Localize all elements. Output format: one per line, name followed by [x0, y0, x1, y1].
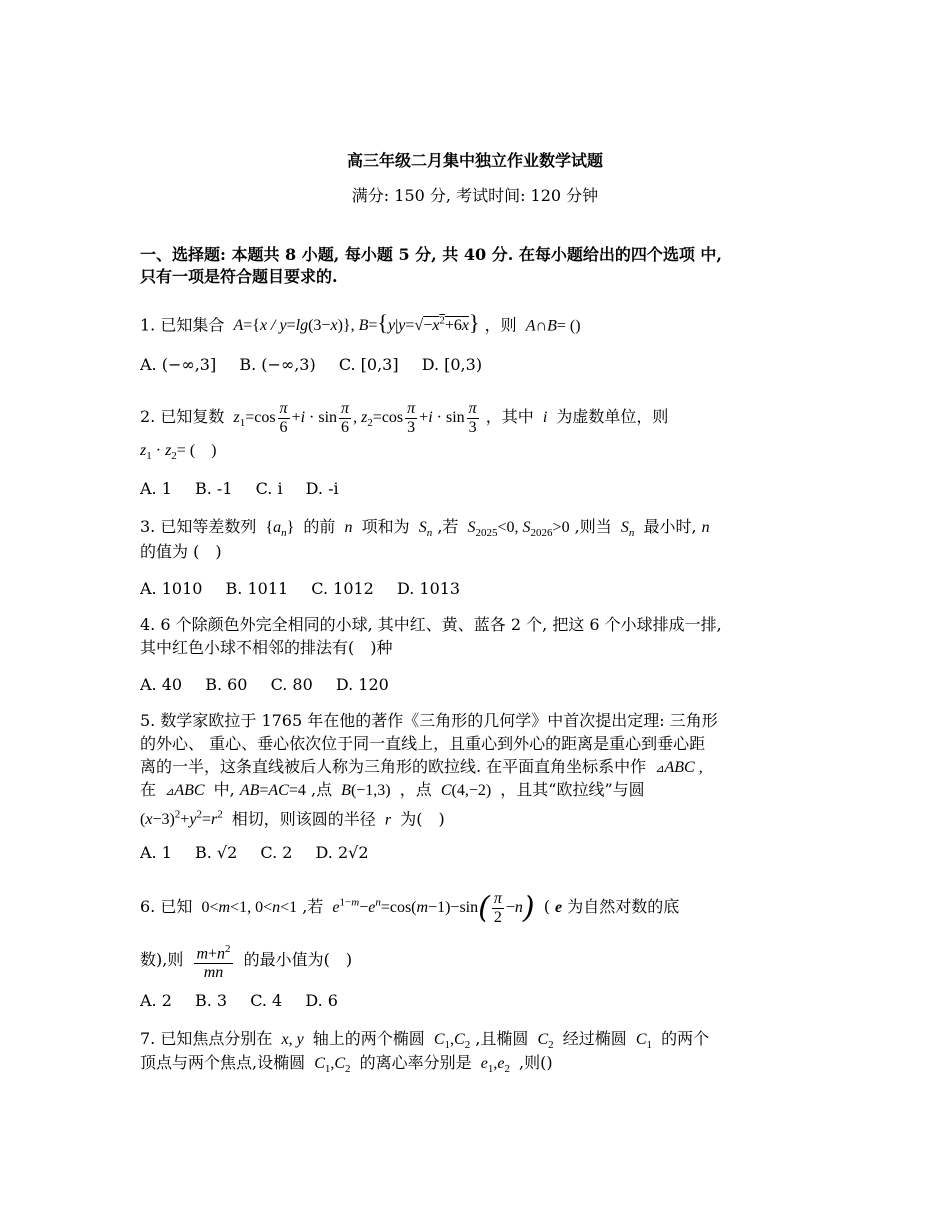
section-heading-line2: 只有一项是符合题目要求的.	[140, 267, 338, 286]
question-5-options	[140, 842, 387, 864]
question-4-line1: 4. 6 个除颜色外完全相同的小球, 其中红、黄、蓝各 2 个, 把这 6 个小球排成一排,	[140, 615, 722, 634]
q4-option-d: D. 120	[335, 675, 389, 694]
q2-option-a: A. 1	[140, 479, 172, 498]
q3-option-c: C. 1012	[311, 579, 374, 598]
q4-option-a: A. 40	[140, 675, 183, 694]
q1-option-a: A. (−∞,3]	[140, 355, 217, 374]
question-4-options	[140, 674, 407, 696]
q6-option-a: A. 2	[140, 991, 172, 1010]
question-7-line2: 顶点与两个焦点,设椭圆 $C_1,C_2$ 的离心率分别是 $e_1,e_2$ ,则()	[140, 1053, 553, 1076]
question-3-stem-line2: 的值为 ( )	[140, 542, 222, 561]
q6-option-c: C. 4	[250, 991, 283, 1010]
q6-equation: $e^{1-m}-e^n=\cos(m-1)-\sin$( $\frac{\pi}{2}$ −n)	[328, 890, 535, 926]
q2-option-d: D. -i	[305, 479, 339, 498]
exam-subtitle: 满分: 150 分, 考试时间: 120 分钟	[351, 186, 599, 205]
question-3-stem: 3. 已知等差数列 $\{a_n\}$ 的前 n 项和为 $S_n$ ,若 $S_{2025}<0$, $S_{2026}>0$ ,则当 $S_n$ 最小时, n	[140, 517, 710, 540]
question-2-options	[140, 478, 357, 500]
question-5-line2: 的外心、 重心、垂心依次位于同一直线上，且重心到外心的距离是重心到垂心距	[140, 734, 706, 753]
question-5-line4: 在 ⊿ABC 中, AB=AC=4 ,点 B(−1,3) ，点 C(4,−2) ，且其“欧拉线”与圆	[140, 780, 645, 799]
question-6-line2: 数),则 $\frac{m+n^2}{mn}$ 的最小值为( )	[140, 940, 352, 982]
question-7-line1: 7. 已知焦点分别在 x, y 轴上的两个椭圆 $C_1,C_2$ ,且椭圆 $C_2$ 经过椭圆 $C_1$ 的两个	[140, 1029, 710, 1052]
question-5-line3: 离的一半，这条直线被后人称为三角形的欧拉线. 在平面直角坐标系中作 ⊿ABC ,	[140, 757, 703, 776]
question-2-stem: 2. 已知复数 $z_1=\cos$ $\frac{\pi}{6}$ +i · sin $\frac{\pi}{6}$ , $z_2=\cos$ $\frac{\pi}{3}$ +i · sin $\frac{\pi}{3}$ ，其中 i 为虚数单位，则	[140, 400, 669, 436]
question-5-line1: 5. 数学家欧拉于 1765 年在他的著作《三角形的几何学》中首次提出定理: 三角形	[140, 711, 718, 730]
question-4-line2: 其中红色小球不相邻的排法有( )种	[140, 638, 393, 657]
q6-option-d: D. 6	[305, 991, 338, 1010]
q3-option-a: A. 1010	[140, 579, 203, 598]
q5-option-b: B. √2	[195, 843, 238, 862]
q5-option-a: A. 1	[140, 843, 172, 862]
q2-option-c: C. i	[255, 479, 283, 498]
question-1-options	[140, 354, 500, 376]
question-6-options	[140, 990, 356, 1012]
q3-option-d: D. 1013	[396, 579, 461, 598]
q6-option-b: B. 3	[195, 991, 228, 1010]
q1-option-c: C. [0,3]	[338, 355, 399, 374]
q4-option-b: B. 60	[205, 675, 248, 694]
question-2-product: $z_1 \cdot z_2=$ ( )	[140, 442, 217, 463]
q5-option-c: C. 2	[260, 843, 293, 862]
q5-option-d: D. 2√2	[315, 843, 369, 862]
q2-complex-formula: $z_1=\cos$ $\frac{\pi}{6}$ +i · sin $\frac{\pi}{6}$ , $z_2=\cos$ $\frac{\pi}{3}$ +i · sin $\frac{\pi}{3}$	[229, 400, 477, 436]
section-heading-line1: 一、选择题: 本题共 8 小题, 每小题 5 分, 共 40 分. 在每小题给出的四个选项 中,	[140, 245, 722, 264]
q3-option-b: B. 1011	[225, 579, 289, 598]
q4-option-c: C. 80	[270, 675, 313, 694]
q1-set-formula: A={x / y=lg(3−x)}, $B=\{y|y=√-x^2+6x\}$	[229, 310, 480, 336]
question-5-line5: $(x-3)^2+y^2=r^2$ 相切，则该圆的半径 r 为( )	[140, 809, 445, 829]
q1-option-b: B. (−∞,3)	[239, 355, 316, 374]
q1-option-d: D. [0,3)	[421, 355, 483, 374]
q2-option-b: B. -1	[195, 479, 233, 498]
question-1-stem: 1. 已知集合 A={x / y=lg(3−x)}, $B=\{y|y=√-x^2+6x\}$ ，则 A∩B= ()	[140, 310, 581, 336]
exam-title: 高三年级二月集中独立作业数学试题	[346, 151, 603, 170]
question-3-options	[140, 578, 478, 600]
question-6-stem: 6. 已知 0<m<1, 0<n<1 ,若 $e^{1-m}-e^n=\cos(m-1)-\sin$( $\frac{\pi}{2}$ −n) ( e 为自然对数的底	[140, 890, 680, 926]
